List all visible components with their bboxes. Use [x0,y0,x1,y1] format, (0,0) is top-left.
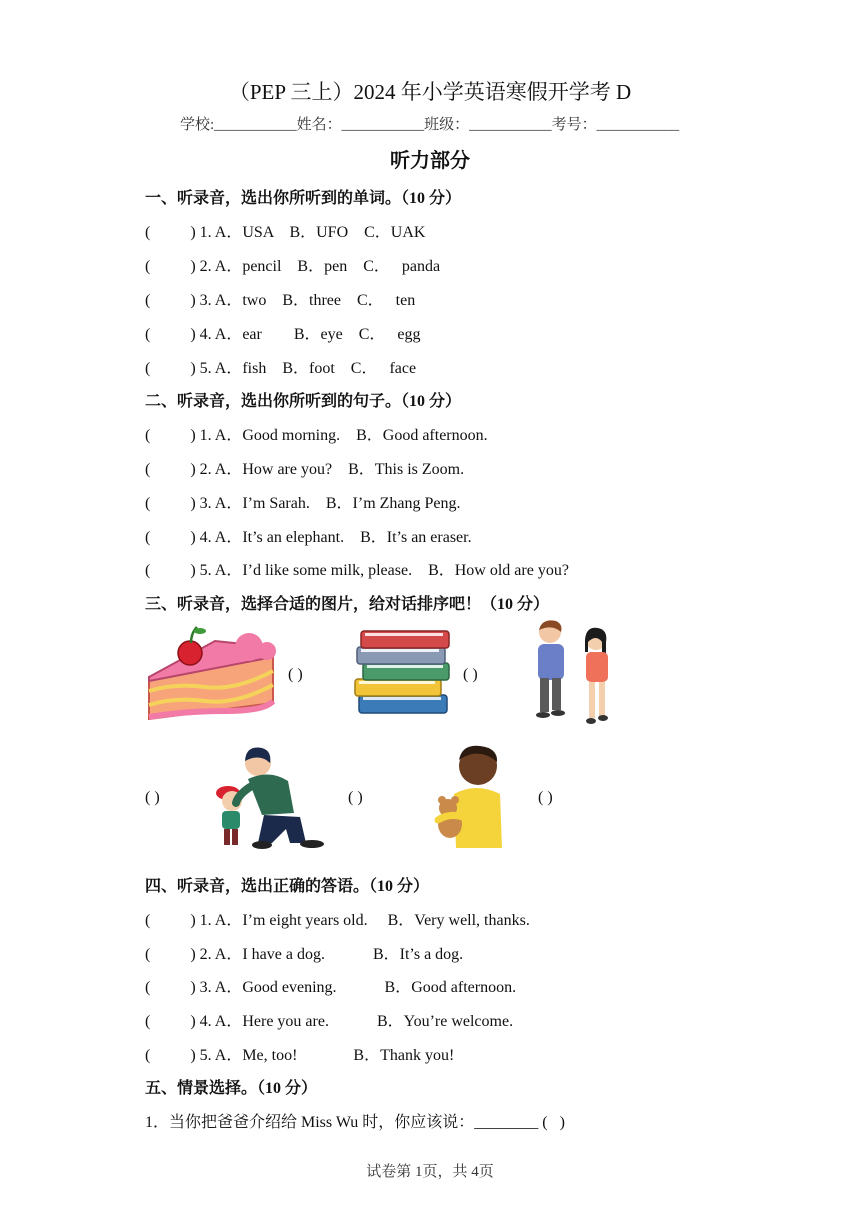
part5-heading: 五、情景选择。（10 分） [145,1080,318,1097]
question-item: 1．当你把爸爸介绍给 Miss Wu 时，你应该说：________ ( ) [145,1114,565,1131]
question-item: ( ) 4. A．ear B．eye C． egg [145,326,421,343]
cake-picture [145,625,280,725]
question-item: ( ) 2. A．pencil B．pen C． panda [145,258,441,275]
father-and-child-picture [210,743,340,851]
boy-with-teddy-bear-picture [430,740,506,850]
books-picture [353,627,453,719]
answer-blank[interactable]: ( ) [288,666,303,683]
question-item: ( ) 3. A．I’m Sarah. B．I’m Zhang Peng. [145,495,461,512]
section-title: 听力部分 [390,150,470,172]
question-item: ( ) 5. A．I’d like some milk, please. B．How old are you? [145,562,569,579]
answer-blank[interactable]: ( ) [538,789,553,806]
question-item: ( ) 5. A．fish B．foot C． face [145,360,417,377]
question-item: ( ) 4. A．It’s an elephant. B．It’s an eraser. [145,529,472,546]
question-item: ( ) 4. A．Here you are. B．You’re welcome. [145,1013,514,1030]
part3-heading: 三、听录音，选择合适的图片，给对话排序吧！（10 分） [145,596,550,613]
part4-heading: 四、听录音，选出正确的答语。（10 分） [145,878,430,895]
question-item: ( ) 3. A．Good evening. B．Good afternoon. [145,979,517,996]
question-item: ( ) 5. A．Me, too! B．Thank you! [145,1047,455,1064]
answer-blank[interactable]: ( ) [348,789,363,806]
answer-blank[interactable]: ( ) [463,666,478,683]
exam-title: （PEP 三上）2024 年小学英语寒假开学考 D [228,80,632,104]
answer-blank[interactable]: ( ) [145,789,160,806]
question-item: ( ) 1. A．USA B．UFO C．UAK [145,224,426,241]
question-item: ( ) 1. A．Good morning. B．Good afternoon. [145,427,488,444]
page-footer: 试卷第 1页，共 4页 [366,1164,494,1180]
question-item: ( ) 2. A．I have a dog. B．It’s a dog. [145,946,464,963]
question-item: ( ) 1. A．I’m eight years old. B．Very well, thanks. [145,912,530,929]
part1-heading: 一、听录音，选出你所听到的单词。（10 分） [145,190,462,207]
question-item: ( ) 2. A．How are you? B．This is Zoom. [145,461,465,478]
student-info-line: 学校:___________姓名：___________班级：___________考号：___________ [180,117,680,133]
children-walking-picture [530,618,620,730]
part2-heading: 二、听录音，选出你所听到的句子。（10 分） [145,393,462,410]
question-item: ( ) 3. A．two B．three C． ten [145,292,416,309]
